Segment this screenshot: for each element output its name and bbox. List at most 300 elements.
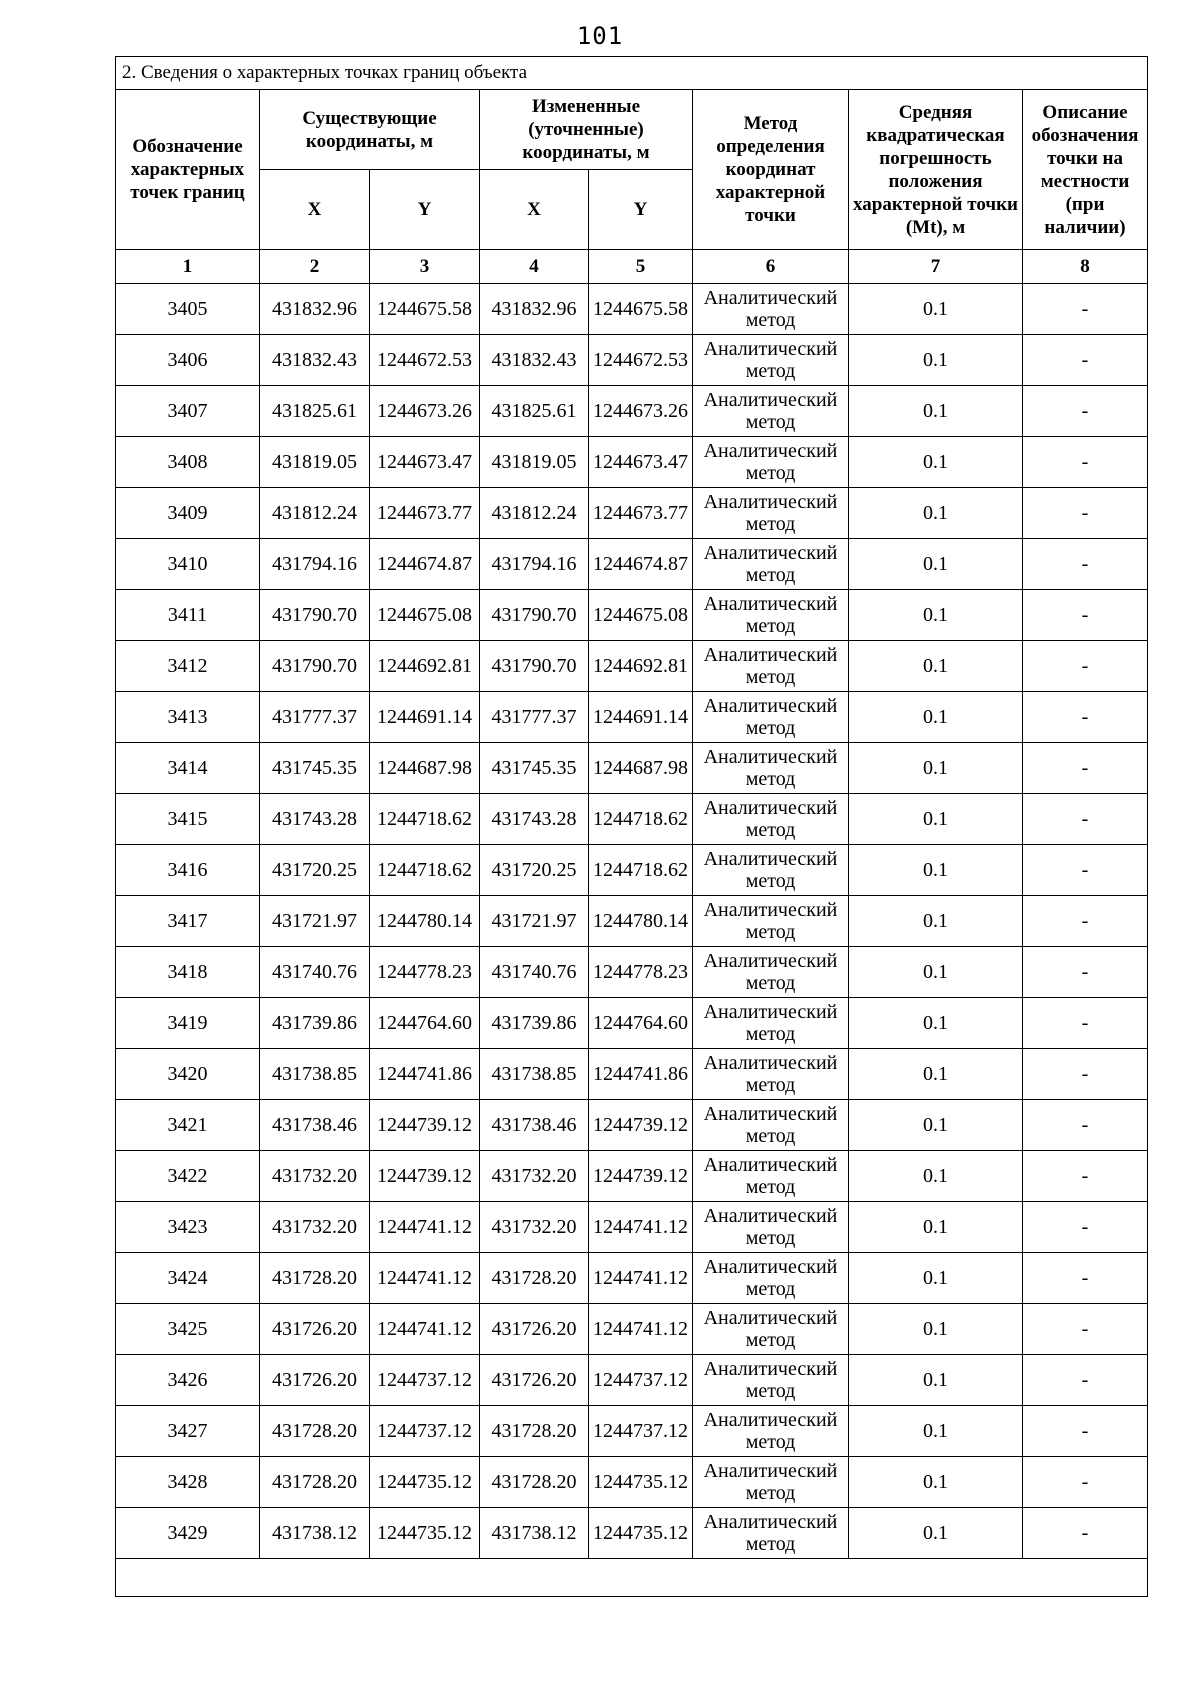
description-value: - [1023, 1202, 1148, 1253]
existing-x: 431726.20 [260, 1304, 370, 1355]
existing-y: 1244778.23 [370, 947, 480, 998]
point-id: 3409 [116, 488, 260, 539]
empty-cell [116, 1559, 1148, 1597]
method-line1: Аналитический [703, 950, 838, 972]
error-value: 0.1 [849, 1202, 1023, 1253]
method-line1: Аналитический [703, 287, 838, 309]
method-line2: метод [745, 513, 796, 535]
existing-x: 431777.37 [260, 692, 370, 743]
changed-y: 1244718.62 [589, 794, 693, 845]
method-line1: Аналитический [703, 389, 838, 411]
existing-y: 1244739.12 [370, 1100, 480, 1151]
method-line2: метод [745, 411, 796, 433]
section-title: 2. Сведения о характерных точках границ объекта [116, 57, 1148, 90]
changed-y: 1244737.12 [589, 1406, 693, 1457]
changed-x: 431745.35 [480, 743, 589, 794]
table-row [116, 743, 1148, 794]
column-number: 5 [589, 250, 693, 284]
existing-x: 431738.46 [260, 1100, 370, 1151]
changed-y: 1244673.47 [589, 437, 693, 488]
method-cell [693, 437, 849, 488]
point-id: 3410 [116, 539, 260, 590]
existing-x: 431812.24 [260, 488, 370, 539]
page-number: 101 [576, 22, 624, 50]
method-cell [693, 743, 849, 794]
method-line2: метод [745, 819, 796, 841]
changed-y: 1244764.60 [589, 998, 693, 1049]
table-row [116, 335, 1148, 386]
empty-row [116, 1559, 1148, 1597]
point-id: 3411 [116, 590, 260, 641]
changed-x: 431726.20 [480, 1355, 589, 1406]
error-value: 0.1 [849, 845, 1023, 896]
method-line2: метод [745, 1125, 796, 1147]
method-line2: метод [745, 1278, 796, 1300]
method-line1: Аналитический [703, 542, 838, 564]
point-id: 3407 [116, 386, 260, 437]
error-value: 0.1 [849, 539, 1023, 590]
method-line1: Аналитический [703, 1052, 838, 1074]
table-row [116, 1355, 1148, 1406]
table-row [116, 1508, 1148, 1559]
point-id: 3406 [116, 335, 260, 386]
existing-x: 431745.35 [260, 743, 370, 794]
changed-x: 431794.16 [480, 539, 589, 590]
header-description: Описание обозначения точки на местности (при наличии) [1023, 90, 1148, 250]
method-line2: метод [745, 870, 796, 892]
method-line1: Аналитический [703, 1154, 838, 1176]
error-value: 0.1 [849, 590, 1023, 641]
existing-x: 431790.70 [260, 641, 370, 692]
existing-y: 1244675.58 [370, 284, 480, 335]
method-cell [693, 998, 849, 1049]
changed-x: 431812.24 [480, 488, 589, 539]
changed-y: 1244735.12 [589, 1457, 693, 1508]
changed-y: 1244780.14 [589, 896, 693, 947]
method-line2: метод [745, 717, 796, 739]
method-cell [693, 1508, 849, 1559]
changed-x: 431740.76 [480, 947, 589, 998]
header-existing-y: Y [370, 170, 480, 250]
changed-x: 431832.96 [480, 284, 589, 335]
existing-x: 431721.97 [260, 896, 370, 947]
changed-x: 431819.05 [480, 437, 589, 488]
error-value: 0.1 [849, 437, 1023, 488]
method-cell [693, 1151, 849, 1202]
error-value: 0.1 [849, 1457, 1023, 1508]
method-cell [693, 641, 849, 692]
column-number: 7 [849, 250, 1023, 284]
table-row [116, 284, 1148, 335]
method-cell [693, 947, 849, 998]
existing-y: 1244673.26 [370, 386, 480, 437]
header-changed-y: Y [589, 170, 693, 250]
header-existing-coordinates: Существующие координаты, м [260, 90, 480, 170]
method-line1: Аналитический [703, 797, 838, 819]
changed-y: 1244675.58 [589, 284, 693, 335]
existing-y: 1244672.53 [370, 335, 480, 386]
changed-x: 431790.70 [480, 641, 589, 692]
existing-x: 431726.20 [260, 1355, 370, 1406]
changed-y: 1244674.87 [589, 539, 693, 590]
existing-x: 431738.12 [260, 1508, 370, 1559]
changed-x: 431728.20 [480, 1253, 589, 1304]
changed-x: 431738.12 [480, 1508, 589, 1559]
method-line1: Аналитический [703, 1409, 838, 1431]
method-cell [693, 1253, 849, 1304]
description-value: - [1023, 947, 1148, 998]
existing-x: 431819.05 [260, 437, 370, 488]
changed-x: 431738.46 [480, 1100, 589, 1151]
method-cell [693, 386, 849, 437]
existing-y: 1244780.14 [370, 896, 480, 947]
changed-y: 1244739.12 [589, 1151, 693, 1202]
table-row [116, 794, 1148, 845]
method-cell [693, 896, 849, 947]
error-value: 0.1 [849, 692, 1023, 743]
method-cell [693, 845, 849, 896]
existing-y: 1244741.12 [370, 1253, 480, 1304]
method-cell [693, 1355, 849, 1406]
description-value: - [1023, 335, 1148, 386]
table-body [116, 284, 1148, 1597]
method-cell [693, 539, 849, 590]
error-value: 0.1 [849, 386, 1023, 437]
changed-y: 1244741.12 [589, 1253, 693, 1304]
method-line2: метод [745, 1176, 796, 1198]
point-id: 3418 [116, 947, 260, 998]
description-value: - [1023, 437, 1148, 488]
table-row [116, 641, 1148, 692]
changed-y: 1244673.26 [589, 386, 693, 437]
existing-x: 431740.76 [260, 947, 370, 998]
method-line2: метод [745, 462, 796, 484]
table-row [116, 947, 1148, 998]
description-value: - [1023, 1151, 1148, 1202]
method-line1: Аналитический [703, 1511, 838, 1533]
existing-y: 1244718.62 [370, 794, 480, 845]
existing-y: 1244673.47 [370, 437, 480, 488]
method-line1: Аналитический [703, 1001, 838, 1023]
table-row [116, 1100, 1148, 1151]
method-line2: метод [745, 1329, 796, 1351]
error-value: 0.1 [849, 284, 1023, 335]
method-cell [693, 1304, 849, 1355]
existing-x: 431825.61 [260, 386, 370, 437]
changed-x: 431738.85 [480, 1049, 589, 1100]
existing-y: 1244718.62 [370, 845, 480, 896]
point-id: 3415 [116, 794, 260, 845]
method-cell [693, 692, 849, 743]
method-line1: Аналитический [703, 1256, 838, 1278]
existing-x: 431832.96 [260, 284, 370, 335]
method-line1: Аналитический [703, 440, 838, 462]
point-id: 3416 [116, 845, 260, 896]
existing-x: 431794.16 [260, 539, 370, 590]
point-id: 3427 [116, 1406, 260, 1457]
existing-x: 431743.28 [260, 794, 370, 845]
table-row [116, 998, 1148, 1049]
column-number: 8 [1023, 250, 1148, 284]
column-number: 1 [116, 250, 260, 284]
existing-y: 1244691.14 [370, 692, 480, 743]
error-value: 0.1 [849, 1253, 1023, 1304]
description-value: - [1023, 488, 1148, 539]
method-line1: Аналитический [703, 695, 838, 717]
error-value: 0.1 [849, 1100, 1023, 1151]
method-line2: метод [745, 1380, 796, 1402]
changed-y: 1244691.14 [589, 692, 693, 743]
error-value: 0.1 [849, 998, 1023, 1049]
point-id: 3424 [116, 1253, 260, 1304]
column-number: 4 [480, 250, 589, 284]
method-cell [693, 335, 849, 386]
changed-y: 1244672.53 [589, 335, 693, 386]
error-value: 0.1 [849, 488, 1023, 539]
table-row [116, 845, 1148, 896]
method-line2: метод [745, 921, 796, 943]
table-row [116, 488, 1148, 539]
method-line2: метод [745, 1023, 796, 1045]
error-value: 0.1 [849, 794, 1023, 845]
description-value: - [1023, 692, 1148, 743]
existing-x: 431728.20 [260, 1406, 370, 1457]
point-id: 3412 [116, 641, 260, 692]
existing-x: 431728.20 [260, 1253, 370, 1304]
description-value: - [1023, 284, 1148, 335]
changed-x: 431726.20 [480, 1304, 589, 1355]
existing-y: 1244741.12 [370, 1304, 480, 1355]
method-line2: метод [745, 1074, 796, 1096]
existing-y: 1244737.12 [370, 1355, 480, 1406]
existing-y: 1244673.77 [370, 488, 480, 539]
table-row [116, 896, 1148, 947]
description-value: - [1023, 539, 1148, 590]
point-id: 3425 [116, 1304, 260, 1355]
point-id: 3423 [116, 1202, 260, 1253]
method-cell [693, 794, 849, 845]
existing-x: 431739.86 [260, 998, 370, 1049]
method-line1: Аналитический [703, 1205, 838, 1227]
changed-x: 431728.20 [480, 1406, 589, 1457]
changed-y: 1244739.12 [589, 1100, 693, 1151]
existing-y: 1244737.12 [370, 1406, 480, 1457]
changed-y: 1244735.12 [589, 1508, 693, 1559]
error-value: 0.1 [849, 1508, 1023, 1559]
method-line2: метод [745, 360, 796, 382]
description-value: - [1023, 998, 1148, 1049]
header-changed-x: X [480, 170, 589, 250]
description-value: - [1023, 386, 1148, 437]
method-cell [693, 1457, 849, 1508]
point-id: 3414 [116, 743, 260, 794]
method-line2: метод [745, 1533, 796, 1555]
table-row [116, 1457, 1148, 1508]
description-value: - [1023, 845, 1148, 896]
error-value: 0.1 [849, 1304, 1023, 1355]
table-row [116, 1406, 1148, 1457]
existing-y: 1244692.81 [370, 641, 480, 692]
header-changed-coordinates: Измененные (уточненные) координаты, м [480, 90, 693, 170]
existing-y: 1244739.12 [370, 1151, 480, 1202]
header-method: Метод определения координат характерной точки [693, 90, 849, 250]
point-id: 3405 [116, 284, 260, 335]
existing-x: 431728.20 [260, 1457, 370, 1508]
table-row [116, 692, 1148, 743]
existing-x: 431732.20 [260, 1151, 370, 1202]
changed-x: 431743.28 [480, 794, 589, 845]
point-id: 3421 [116, 1100, 260, 1151]
method-line2: метод [745, 666, 796, 688]
header-mean-square-error: Средняя квадратическая погрешность положения характерной точки (Mt), м [849, 90, 1023, 250]
point-id: 3417 [116, 896, 260, 947]
method-cell [693, 590, 849, 641]
point-id: 3429 [116, 1508, 260, 1559]
point-id: 3408 [116, 437, 260, 488]
method-line1: Аналитический [703, 1307, 838, 1329]
description-value: - [1023, 1100, 1148, 1151]
existing-x: 431738.85 [260, 1049, 370, 1100]
changed-x: 431732.20 [480, 1151, 589, 1202]
header-point-designation: Обозначение характерных точек границ [116, 90, 260, 250]
method-line2: метод [745, 972, 796, 994]
method-line1: Аналитический [703, 491, 838, 513]
point-id: 3413 [116, 692, 260, 743]
method-line1: Аналитический [703, 1460, 838, 1482]
error-value: 0.1 [849, 1049, 1023, 1100]
header-existing-x: X [260, 170, 370, 250]
changed-y: 1244673.77 [589, 488, 693, 539]
method-cell [693, 1406, 849, 1457]
table-row [116, 1151, 1148, 1202]
description-value: - [1023, 641, 1148, 692]
description-value: - [1023, 1406, 1148, 1457]
column-number-row [116, 250, 1148, 284]
changed-x: 431720.25 [480, 845, 589, 896]
table-row [116, 590, 1148, 641]
method-line2: метод [745, 564, 796, 586]
existing-y: 1244735.12 [370, 1457, 480, 1508]
description-value: - [1023, 743, 1148, 794]
method-line1: Аналитический [703, 746, 838, 768]
boundary-points-table [115, 56, 1148, 1597]
method-line1: Аналитический [703, 338, 838, 360]
changed-y: 1244737.12 [589, 1355, 693, 1406]
description-value: - [1023, 1304, 1148, 1355]
changed-y: 1244692.81 [589, 641, 693, 692]
column-number: 6 [693, 250, 849, 284]
error-value: 0.1 [849, 743, 1023, 794]
error-value: 0.1 [849, 1406, 1023, 1457]
method-line2: метод [745, 1431, 796, 1453]
method-line1: Аналитический [703, 644, 838, 666]
changed-x: 431832.43 [480, 335, 589, 386]
changed-x: 431825.61 [480, 386, 589, 437]
existing-y: 1244675.08 [370, 590, 480, 641]
method-cell [693, 1202, 849, 1253]
existing-y: 1244741.12 [370, 1202, 480, 1253]
method-line2: метод [745, 1482, 796, 1504]
column-number: 3 [370, 250, 480, 284]
method-line1: Аналитический [703, 848, 838, 870]
changed-x: 431732.20 [480, 1202, 589, 1253]
existing-x: 431790.70 [260, 590, 370, 641]
existing-x: 431832.43 [260, 335, 370, 386]
table-row [116, 1304, 1148, 1355]
point-id: 3419 [116, 998, 260, 1049]
description-value: - [1023, 794, 1148, 845]
error-value: 0.1 [849, 1151, 1023, 1202]
method-line2: метод [745, 768, 796, 790]
description-value: - [1023, 1355, 1148, 1406]
table-row [116, 1202, 1148, 1253]
changed-x: 431721.97 [480, 896, 589, 947]
method-line2: метод [745, 615, 796, 637]
point-id: 3428 [116, 1457, 260, 1508]
table-row [116, 1253, 1148, 1304]
method-line2: метод [745, 309, 796, 331]
changed-x: 431739.86 [480, 998, 589, 1049]
existing-x: 431732.20 [260, 1202, 370, 1253]
error-value: 0.1 [849, 335, 1023, 386]
method-line1: Аналитический [703, 1103, 838, 1125]
table-row [116, 437, 1148, 488]
changed-x: 431728.20 [480, 1457, 589, 1508]
changed-x: 431790.70 [480, 590, 589, 641]
changed-x: 431777.37 [480, 692, 589, 743]
changed-y: 1244778.23 [589, 947, 693, 998]
method-line1: Аналитический [703, 899, 838, 921]
column-number: 2 [260, 250, 370, 284]
changed-y: 1244741.86 [589, 1049, 693, 1100]
existing-y: 1244687.98 [370, 743, 480, 794]
description-value: - [1023, 1253, 1148, 1304]
existing-y: 1244741.86 [370, 1049, 480, 1100]
changed-y: 1244718.62 [589, 845, 693, 896]
point-id: 3420 [116, 1049, 260, 1100]
changed-y: 1244741.12 [589, 1202, 693, 1253]
description-value: - [1023, 1457, 1148, 1508]
method-cell [693, 488, 849, 539]
error-value: 0.1 [849, 1355, 1023, 1406]
method-cell [693, 1049, 849, 1100]
description-value: - [1023, 590, 1148, 641]
description-value: - [1023, 1049, 1148, 1100]
method-line2: метод [745, 1227, 796, 1249]
method-cell [693, 1100, 849, 1151]
method-cell [693, 284, 849, 335]
table-row [116, 386, 1148, 437]
existing-y: 1244674.87 [370, 539, 480, 590]
existing-y: 1244735.12 [370, 1508, 480, 1559]
error-value: 0.1 [849, 896, 1023, 947]
changed-y: 1244687.98 [589, 743, 693, 794]
description-value: - [1023, 1508, 1148, 1559]
existing-y: 1244764.60 [370, 998, 480, 1049]
changed-y: 1244741.12 [589, 1304, 693, 1355]
method-line1: Аналитический [703, 1358, 838, 1380]
table-row [116, 1049, 1148, 1100]
error-value: 0.1 [849, 947, 1023, 998]
point-id: 3426 [116, 1355, 260, 1406]
description-value: - [1023, 896, 1148, 947]
existing-x: 431720.25 [260, 845, 370, 896]
method-line1: Аналитический [703, 593, 838, 615]
table-row [116, 539, 1148, 590]
error-value: 0.1 [849, 641, 1023, 692]
changed-y: 1244675.08 [589, 590, 693, 641]
point-id: 3422 [116, 1151, 260, 1202]
